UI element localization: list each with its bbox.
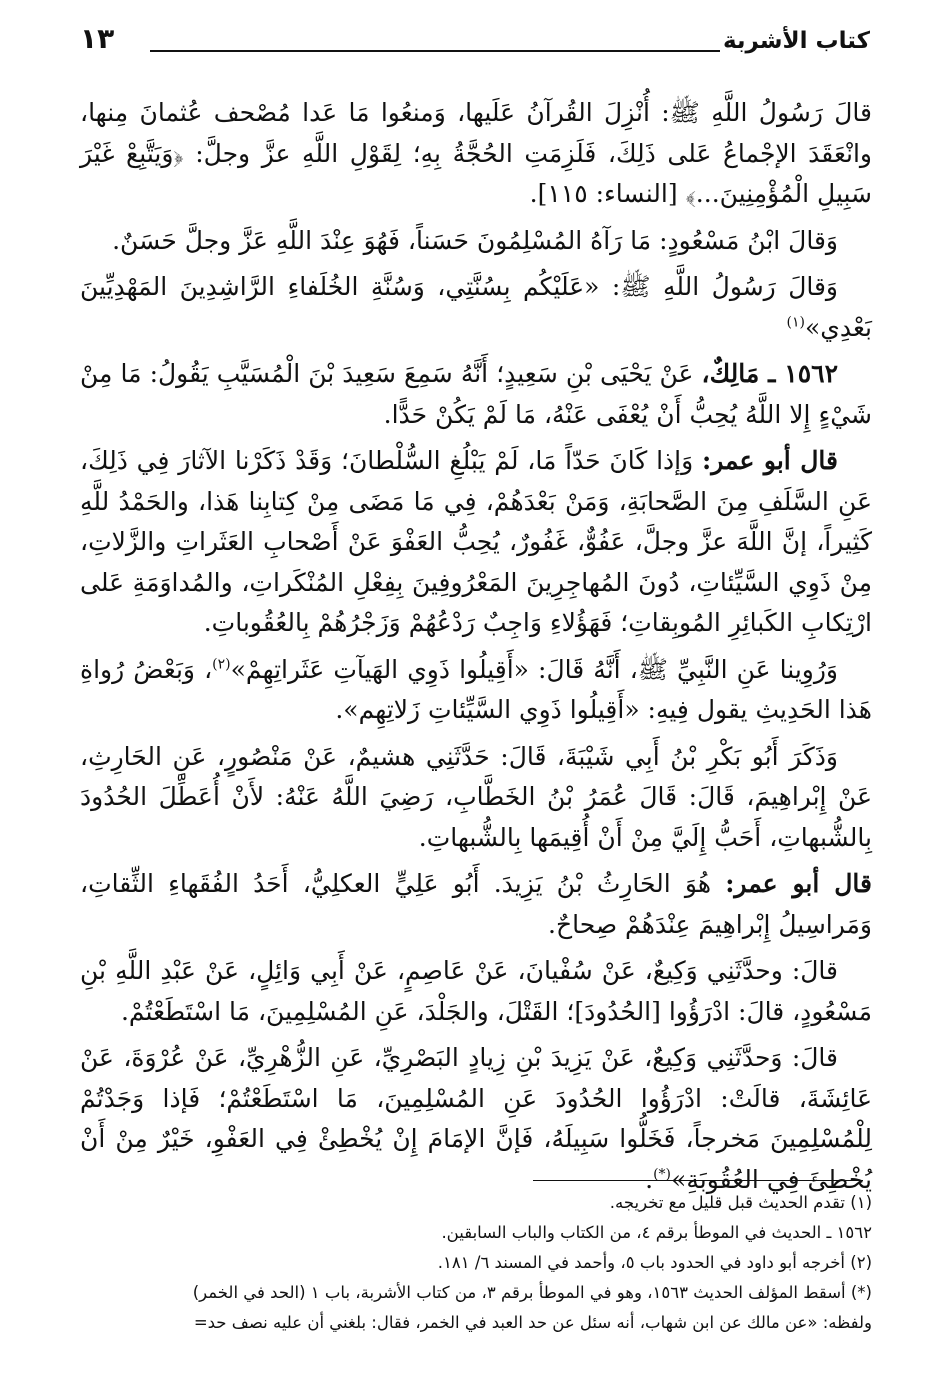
footnotes bbox=[80, 1188, 872, 1338]
footnote-separator bbox=[533, 1180, 863, 1181]
author-comment-lead: قال أبو عمر: bbox=[701, 446, 838, 475]
paragraph: وَقالَ ابْنُ مَسْعُودٍ: مَا رَآهُ المُسْلِمُونَ حَسَناً، فَهُوَ عِنْدَ اللَّهِ عَزَّ وجلَّ حَسَنٌ. bbox=[112, 225, 838, 255]
footnote-ref[interactable]: (١) bbox=[786, 314, 805, 331]
paragraph: قالَ: وَحدَّثَنِي وَكِيعٌ، عَنْ يَزِيدَ بْنِ زِيادٍ البَصْرِيِّ، عَنِ الزُّهْرِيِّ، عَنْ عُرْوَةَ، عَنْ عَائِشَةَ، قالَتْ: ادْرَؤُوا الحُدُودَ عَنِ المُسْلِمِينَ، مَا اسْتَطَعْتُمْ؛ فَإذا وَجَدْتُمْ لِلْمُسْلِمِينَ مَخرجاً، فَخَلُّوا سَبِيلَهُ، فَإنَّ الإمَامَ إِنْ يُخْطِئْ فِي العَفْوِ، خَيْرٌ مِنْ أَنْ يُخْطِئَ فِي العُقُوبَةِ»(*). bbox=[80, 1043, 872, 1194]
paragraph: قال أبو عمر: وَإذا كَانَ حَدّاً مَا، لَمْ يَبْلُغِ السُّلْطانَ؛ وَقَدْ ذَكَرْنا الآثارَ فِي ذَلِكَ، عَنِ السَّلَفِ مِنَ الصَّحابَةِ، وَمَنْ بَعْدَهُمْ، فِي مَا مَضَى مِنْ كِتابِنا هَذا، والحَمْدُ للَّهِ كَثِيراً، إنَّ اللَّهَ عزَّ وجلَّ، عَفُوٌّ، غَفُورٌ، يُحِبُّ العَفْوَ عَنْ أَصْحابِ العَثَراتِ والزَّلاتِ، مِنْ ذَوِي السَّيِّئاتِ، دُونَ المُهاجِرِينَ المَعْرُوفِينَ بِفِعْلِ المُنْكَراتِ، والمُداوَمَةِ عَلى ارْتِكابِ الكَبائِرِ المُوبِقاتِ؛ فَهَؤُلاءِ وَاجِبٌ رَدْعُهُمْ وَزَجْرُهُمْ بِالعُقُوباتِ. bbox=[80, 446, 872, 637]
author-comment-lead: قال أبو عمر: bbox=[725, 869, 872, 898]
footnote: (١) تقدم الحديث قبل قليل مع تخريجه. bbox=[609, 1193, 872, 1212]
footnote: (*) أسقط المؤلف الحديث ١٥٦٣، وهو في الموطأ برقم ٣، من كتاب الأشربة، باب ١ (الحد في الخمر) bbox=[192, 1283, 872, 1302]
paragraph: قالَ: وحدَّثَنِي وَكِيعٌ، عَنْ سُفْيانَ، عَنْ عَاصِمٍ، عَنْ أَبِي وَائِلٍ، عَنْ عَبْدِ اللَّهِ بْنِ مَسْعُودٍ، قالَ: ادْرَؤُوا [الحُدُودَ]؛ القَتْلَ، والجَلْدَ، عَنِ المُسْلِمِينَ، مَا اسْتَطَعْتُمْ. bbox=[80, 956, 872, 1026]
paragraph: وَذَكَرَ أَبُو بَكْرِ بْنُ أَبِي شَيْبَةَ، قَالَ: حَدَّثَنِي هشيمٌ، عَنْ مَنْصُورٍ، عَنِ الحَارِثِ، عَنْ إِبْراهِيمَ، قَالَ: قَالَ عُمَرُ بْنُ الخَطَّابِ، رَضِيَ اللَّهُ عَنْهُ: لأَنْ أُعَطِّلَ الحُدُودَ بِالشُّبهاتِ، أَحَبُّ إِلَيَّ مِنْ أَنْ أُقِيمَها بِالشُّبهاتِ. bbox=[80, 741, 872, 852]
page-header bbox=[80, 22, 870, 62]
hadith-number: ١٥٦٢ ـ مَالِكٌ، bbox=[701, 359, 838, 388]
page-number: ١٣ bbox=[80, 22, 115, 55]
footnote: ولفظه: «عن مالك عن ابن شهاب، أنه سئل عن حد العبد في الخمر، فقال: بلغني أن عليه نصف حد= bbox=[193, 1313, 872, 1332]
header-rule bbox=[150, 50, 720, 52]
paragraph: ١٥٦٢ ـ مَالِكٌ، عَنْ يَحْيَى بْنِ سَعِيدٍ؛ أَنَّهُ سَمِعَ سَعِيدَ بْنَ الْمُسَيَّبِ يَقُولُ: مَا مِنْ شَيْءٍ إِلا اللَّهُ يُحِبُّ أَنْ يُعْفَى عَنْهُ، مَا لَمْ يَكُنْ حَدًّا. bbox=[80, 359, 872, 429]
paragraph: قال أبو عمر: هُوَ الحَارِثُ بْنُ يَزِيدَ. أَبُو عَلِيٍّ العكلِيُّ، أَحَدُ الفُقَهاءِ الثِّقاتِ، وَمَراسِيلُ إِبْراهِيمَ عِنْدَهُمْ صِحاحٌ. bbox=[80, 869, 872, 939]
footnote-ref[interactable]: (*) bbox=[653, 1166, 672, 1183]
running-title: كتاب الأشربة bbox=[722, 28, 870, 54]
footnote-ref[interactable]: (٢) bbox=[212, 656, 231, 673]
paragraph: وَرُوِينا عَنِ النَّبِيِّ ﷺ، أَنَّهُ قَالَ: «أَقِيلُوا ذَوِي الهَيآتِ عَثَراتِهِمْ»$^{(٢)}$، وَبَعْضُ رُواةِ هَذا الحَدِيثِ يقول فِيهِ: «أَقِيلُوا ذَوِي السَّيِّئاتِ زَلاتِهِم». bbox=[80, 654, 872, 724]
footnote: (٢) أخرجه أبو داود في الحدود باب ٥، وأحمد في المسند ٦/ ١٨١. bbox=[437, 1253, 872, 1272]
footnote: ١٥٦٢ ـ الحديث في الموطأ برقم ٤، من الكتاب والباب السابقين. bbox=[441, 1223, 872, 1242]
paragraph: قالَ رَسُولُ اللَّهِ ﷺ: أُنْزِلَ القُرآنُ عَلَيها، وَمنعُوا مَا عَدا مُصْحف عُثمانَ مِنها، وانْعَقَدَ الإجْماعُ عَلى ذَلِكَ، فَلَزِمَتِ الحُجَّةُ بِهِ؛ لِقَوْلِ اللَّهِ عزَّ وجلَّ: ﴿وَيَتَّبِعْ غَيْرَ سَبِيلِ الْمُؤْمِنِينَ...﴾ [النساء: ١١٥]. bbox=[80, 98, 872, 208]
paragraph: وَقالَ رَسُولُ اللَّهِ ﷺ: «عَلَيْكُم بِسُنَّتِي، وَسُنَّةِ الخُلَفاءِ الرَّاشِدِينَ المَهْدِيِّينَ بَعْدِي»$^{(١)}$ bbox=[80, 272, 872, 342]
main-text bbox=[80, 93, 872, 1206]
